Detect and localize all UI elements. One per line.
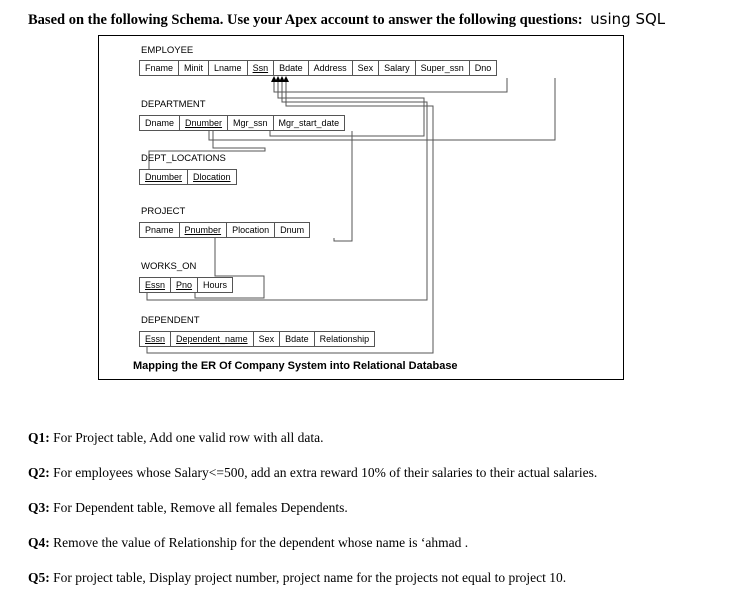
question-text: For employees whose Salary<=500, add an extra reward 10% of their salaries to their actual salaries. [53, 465, 598, 480]
dept-locations-table [139, 169, 237, 185]
connector-super-ssn [274, 78, 507, 92]
employee-col: Address [309, 60, 353, 76]
employee-col: Minit [179, 60, 209, 76]
question-4 [28, 535, 468, 551]
employee-col: Bdate [274, 60, 309, 76]
dependent-title: DEPENDENT [141, 315, 200, 326]
instructions-text: Based on the following Schema. Use your Apex account to answer the following questions: [28, 12, 583, 28]
figure-caption: Mapping the ER Of Company System into Relational Database [133, 360, 458, 372]
dependent-col: Relationship [315, 331, 376, 347]
question-5 [28, 570, 566, 586]
instructions-header [28, 10, 665, 29]
question-text: For Project table, Add one valid row with all data. [53, 430, 324, 445]
dependent-col: Bdate [280, 331, 315, 347]
employee-col: Sex [353, 60, 380, 76]
sql-note: using SQL [590, 10, 666, 28]
question-label: Q2: [28, 465, 50, 480]
works-on-col-key: Pno [171, 277, 198, 293]
employee-col: Super_ssn [416, 60, 470, 76]
project-col: Dnum [275, 222, 310, 238]
question-label: Q1: [28, 430, 50, 445]
project-col: Pname [139, 222, 180, 238]
department-col: Dname [139, 115, 180, 131]
dept-locations-col-key: Dlocation [188, 169, 237, 185]
connector-dnum [334, 131, 352, 241]
question-text: Remove the value of Relationship for the dependent whose name is ‘ahmad . [53, 535, 469, 550]
question-3 [28, 500, 348, 516]
employee-col: Lname [209, 60, 248, 76]
dependent-table [139, 331, 375, 347]
project-col-key: Pnumber [180, 222, 228, 238]
works-on-col-key: Essn [139, 277, 171, 293]
works-on-table [139, 277, 233, 293]
department-col-key: Dnumber [180, 115, 228, 131]
dependent-col-key: Dependent_name [171, 331, 254, 347]
employee-title: EMPLOYEE [141, 45, 194, 56]
question-2 [28, 465, 597, 481]
question-text: For Dependent table, Remove all females Dependents. [53, 500, 348, 515]
dependent-col: Sex [254, 331, 281, 347]
question-label: Q5: [28, 570, 50, 585]
employee-col: Dno [470, 60, 498, 76]
question-text: For project table, Display project number, project name for the projects not equal to project 10. [53, 570, 567, 585]
question-label: Q4: [28, 535, 50, 550]
employee-table [139, 60, 497, 76]
dept-locations-title: DEPT_LOCATIONS [141, 153, 226, 164]
employee-col-key: Ssn [248, 60, 275, 76]
dependent-col-key: Essn [139, 331, 171, 347]
dept-locations-col-key: Dnumber [139, 169, 188, 185]
department-col: Mgr_ssn [228, 115, 274, 131]
project-title: PROJECT [141, 206, 186, 217]
works-on-col: Hours [198, 277, 233, 293]
question-label: Q3: [28, 500, 50, 515]
department-title: DEPARTMENT [141, 99, 206, 110]
schema-figure [98, 35, 624, 380]
employee-col: Salary [379, 60, 416, 76]
question-1 [28, 430, 323, 446]
project-table [139, 222, 310, 238]
works-on-title: WORKS_ON [141, 261, 197, 272]
department-col: Mgr_start_date [274, 115, 346, 131]
department-table [139, 115, 345, 131]
project-col: Plocation [227, 222, 275, 238]
employee-col: Fname [139, 60, 179, 76]
